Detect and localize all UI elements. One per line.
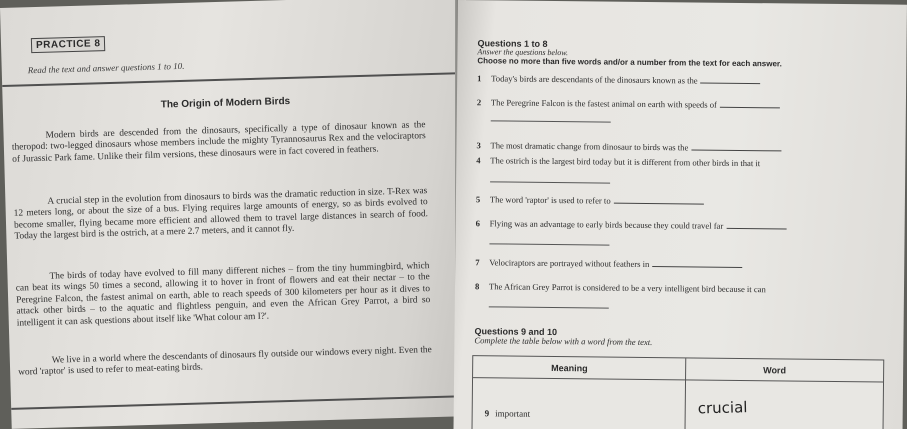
question-text: Today's birds are descendants of the dinosaurs known as the: [491, 73, 698, 86]
question-text: The most dramatic change from dinosaur to birds was the: [490, 140, 689, 153]
question-text: Flying was an advantage to early birds because they could travel far: [489, 218, 724, 231]
answer-blank[interactable]: [614, 197, 704, 205]
question-1: [477, 73, 887, 88]
question-number: 5: [475, 194, 481, 205]
answer-line[interactable]: [489, 306, 609, 308]
question-number: 8: [474, 281, 480, 292]
answer-blank[interactable]: [691, 143, 781, 151]
word-limit-instruction: Choose no more than five words and/or a number from the text for each answer.: [477, 56, 782, 69]
meaning-column-header: Meaning: [551, 362, 588, 374]
question-number: 1: [477, 73, 482, 84]
paragraph-4: We live in a world where the descendants of dinosaurs fly outside our windows every night. Even the word 'raptor' is used to refer to meat-eating birds.: [18, 345, 432, 379]
answer-blank[interactable]: [701, 77, 761, 85]
paragraph-2: A crucial step in the evolution from dinosaurs to birds was the dramatic reduction in size. T-Rex was 12 meters long, or about the size of a bus. Flying requires large amounts of energy, so as birds evolved to become smaller, flying became more efficient and allowed them to travel large distances in search of food. Today the largest bird is the ostrich, at a mere 2.7 meters, and it cannot fly.: [13, 186, 429, 242]
question-7: [475, 257, 885, 272]
table-header: [473, 356, 883, 382]
question-4: [476, 155, 886, 170]
question-number: 3: [476, 140, 481, 151]
bottom-divider: [11, 395, 477, 410]
answer-blank[interactable]: [726, 222, 786, 230]
row-number: 9: [484, 408, 490, 419]
top-divider: [2, 72, 468, 87]
questions-1-8-heading: Questions 1 to 8: [477, 38, 548, 49]
paragraph-3: The birds of today have evolved to fill many different niches – from the tiny hummingbird, which can beat its wings 50 times a second, allowing it to hover in front of flowers and eat their nectar – to the Peregrine Falcon, the fastest animal on earth, able to reach speeds of 300 kilometers per hour as it dives to attack other birds – to the aquatic and flightless penguin, and even the African Grey Parrot, a bird so intelligent it can ask questions about itself like 'What colour am I?'.: [15, 261, 431, 329]
question-3: [476, 140, 886, 155]
questions-9-10-heading: Questions 9 and 10: [474, 326, 558, 338]
question-text: The word 'raptor' is used to refer to: [489, 194, 611, 206]
answer-line[interactable]: [490, 181, 610, 183]
question-6: [476, 218, 886, 233]
answer-line[interactable]: [491, 120, 611, 122]
reading-instruction: Read the text and answer questions 1 to 10.: [27, 60, 185, 76]
vocabulary-table: [471, 355, 884, 429]
table-row-9: [485, 408, 531, 418]
article-title: The Origin of Modern Birds: [160, 95, 291, 111]
question-2: [477, 97, 887, 112]
question-number: 7: [475, 257, 480, 268]
row-meaning: important: [495, 408, 531, 419]
handwritten-answer[interactable]: crucial: [697, 398, 748, 418]
question-text: Velociraptors are portrayed without feathers in: [489, 257, 650, 270]
answer-blank[interactable]: [720, 101, 780, 109]
question-text: The Peregrine Falcon is the fastest animal on earth with speeds of: [490, 97, 717, 110]
right-page: [454, 0, 907, 429]
practice-label: PRACTICE 8: [31, 36, 106, 53]
table-column-divider: [684, 358, 686, 429]
question-text: The ostrich is the largest bird today but it is different from other birds in that it: [490, 155, 761, 169]
question-8: [475, 281, 885, 296]
question-number: 2: [476, 97, 482, 108]
answer-blank[interactable]: [652, 260, 742, 268]
question-5: [476, 194, 886, 209]
questions-instruction: Answer the questions below.: [477, 47, 569, 58]
word-column-header: Word: [763, 365, 787, 376]
table-instruction: Complete the table below with a word from the text.: [474, 335, 653, 348]
question-text: The African Grey Parrot is considered to be a very intelligent bird because it can: [488, 281, 766, 295]
question-number: 4: [476, 155, 481, 166]
answer-line[interactable]: [489, 243, 609, 245]
paragraph-1: Modern birds are descended from the dinosaurs, specifically a type of dinosaur known as the theropod: two-legged dinosaurs whose members include the mighty Tyrannosaurus Rex and the velociraptors of Jurassic Park fame. Unlike their film versions, these dinosaurs were in fact covered in feathers.: [11, 120, 426, 165]
question-number: 6: [475, 218, 481, 229]
